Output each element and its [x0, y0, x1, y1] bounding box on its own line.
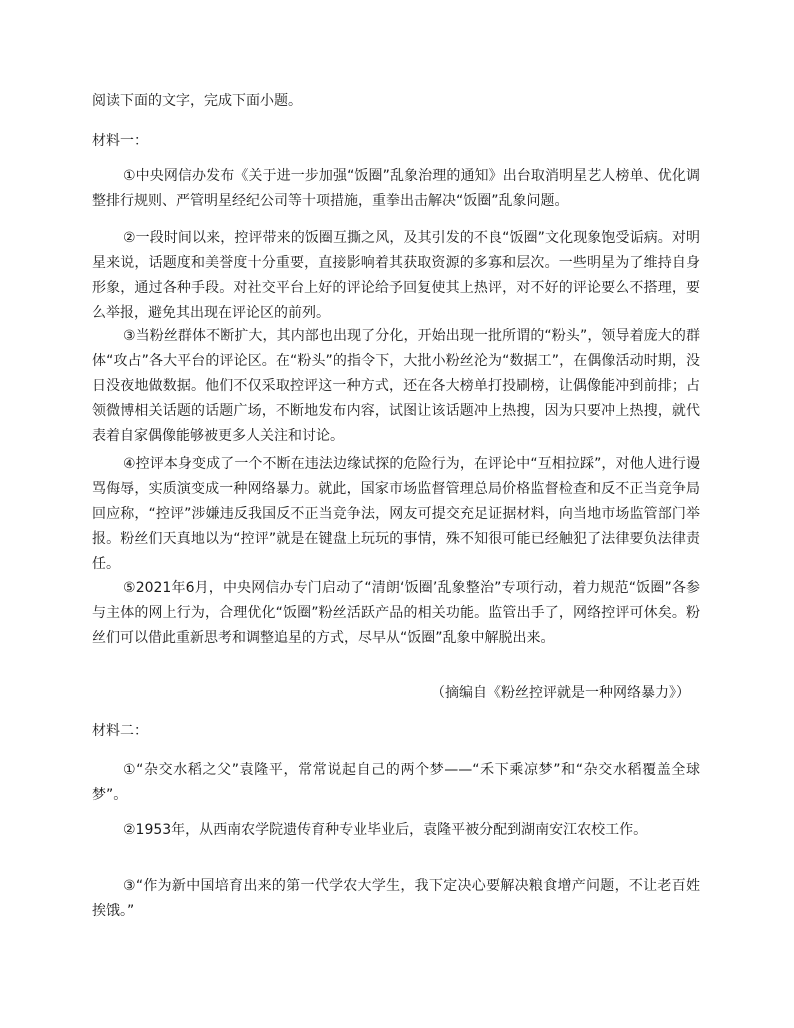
- material-one-paragraph-3: ③当粉丝群体不断扩大，其内部也出现了分化，开始出现一批所谓的“粉头”，领导着庞大的群体“攻占”各大平台的评论区。在“粉头”的指令下，大批小粉丝沦为“数据工”，在偶像活动时期，没日没夜地做数据。他们不仅采取控评这一种方式，还在各大榜单打投刷榜，让偶像能冲到前排；占领微博相关话题的话题广场，不断地发布内容，试图让该话题冲上热搜，因为只要冲上热搜，就代表着自家偶像能够被更多人关注和讨论。: [92, 328, 700, 444]
- material-two-heading: 材料二：: [92, 723, 148, 739]
- material-two-paragraph-2: ②1953年，从西南农学院遗传育种专业毕业后，袁隆平被分配到湖南安江农校工作。: [123, 822, 648, 838]
- material-one-source: （摘编自《粉丝控评就是一种网络暴力》）: [431, 685, 690, 701]
- material-one-paragraph-1: ①中央网信办发布《关于进一步加强“饭圈”乱象治理的通知》出台取消明星艺人榜单、优化调整排行规则、严管明星经纪公司等十项措施，重拳出击解决“饭圈”乱象问题。: [92, 168, 700, 209]
- material-two-paragraph-1: ①“杂交水稻之父”袁隆平，常常说起自己的两个梦——“禾下乘凉梦”和“杂交水稻覆盖全球梦”。: [92, 762, 700, 803]
- instruction-text: 阅读下面的文字，完成下面小题。: [92, 93, 302, 109]
- material-two-paragraph-3: ③“作为新中国培育出来的第一代学农大学生，我下定决心要解决粮食增产问题，不让老百姓挨饿。”: [92, 878, 700, 919]
- material-one-paragraph-5: ⑤2021年6月，中央网信办专门启动了“清朗‘饭圈’乱象整治”专项行动，着力规范“饭圈”各参与主体的网上行为，合理优化“饭圈”粉丝活跃产品的相关功能。监管出手了，网络控评可休矣。粉丝们可以借此重新思考和调整追星的方式，尽早从“饭圈”乱象中解脱出来。: [92, 580, 700, 646]
- material-one-heading: 材料一：: [92, 133, 148, 149]
- material-one-paragraph-4: ④控评本身变成了一个不断在违法边缘试探的危险行为，在评论中“互相拉踩”，对他人进行谩骂侮辱，实质演变成一种网络暴力。就此，国家市场监督管理总局价格监督检查和反不正当竞争局回应称，“控评”涉嫌违反我国反不正当竞争法，网友可提交充足证据材料，向当地市场监管部门举报。粉丝们天真地以为“控评”就是在键盘上玩玩的事情，殊不知很可能已经触犯了法律要负法律责任。: [92, 456, 700, 572]
- material-one-paragraph-2: ②一段时间以来，控评带来的饭圈互撕之风，及其引发的不良“饭圈”文化现象饱受诟病。对明星来说，话题度和美誉度十分重要，直接影响着其获取资源的多寡和层次。一些明星为了维持自身形象，通过各种手段。对社交平台上好的评论给予回复使其上热评，对不好的评论要么不搭理，要么举报，避免其出现在评论区的前列。: [92, 230, 700, 321]
